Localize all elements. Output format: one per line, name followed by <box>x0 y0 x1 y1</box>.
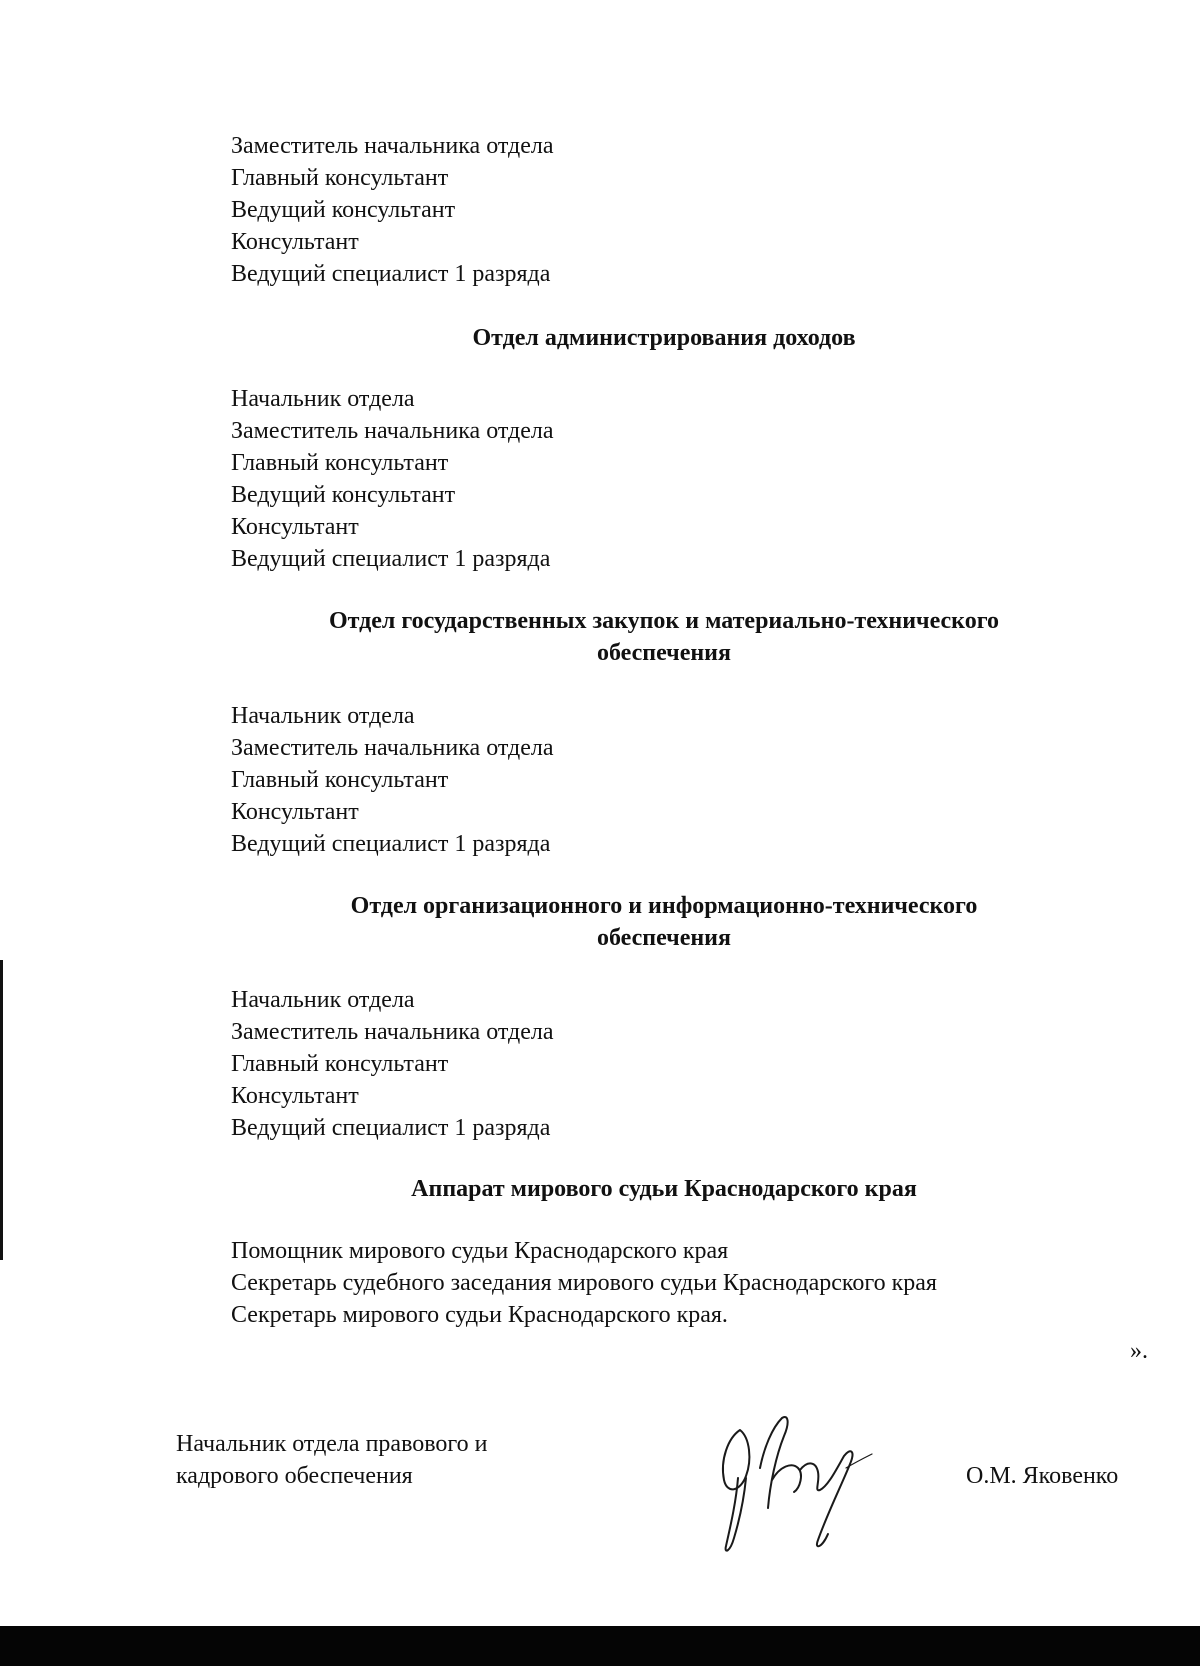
scan-margin-mark <box>0 960 3 1260</box>
position-line: Ведущий специалист 1 разряда <box>231 546 551 572</box>
position-line: Помощник мирового судьи Краснодарского края <box>231 1238 729 1264</box>
position-line: Главный консультант <box>231 767 449 793</box>
section-heading-continuation: обеспечения <box>597 640 731 666</box>
position-line: Главный консультант <box>231 1051 449 1077</box>
handwritten-signature <box>700 1408 900 1558</box>
position-line: Ведущий консультант <box>231 197 456 223</box>
position-line: Начальник отдела <box>231 703 415 729</box>
position-line: Секретарь мирового судьи Краснодарского края. <box>231 1302 728 1328</box>
position-line: Начальник отдела <box>231 386 415 412</box>
section-heading: Отдел организационного и информационно-технического <box>350 893 978 919</box>
signer-title-line: Начальник отдела правового и <box>176 1431 488 1457</box>
position-line: Ведущий консультант <box>231 482 456 508</box>
position-line: Начальник отдела <box>231 987 415 1013</box>
position-line: Консультант <box>231 1083 359 1109</box>
position-line: Заместитель начальника отдела <box>231 1019 554 1045</box>
section-heading: Отдел администрирования доходов <box>472 325 856 351</box>
position-line: Ведущий специалист 1 разряда <box>231 1115 551 1141</box>
position-line: Главный консультант <box>231 450 449 476</box>
position-line: Консультант <box>231 229 359 255</box>
position-line: Ведущий специалист 1 разряда <box>231 261 551 287</box>
scan-bottom-border <box>0 1626 1200 1666</box>
position-line: Главный консультант <box>231 165 449 191</box>
closing-quote: ». <box>1130 1338 1148 1364</box>
signer-title-line: кадрового обеспечения <box>176 1463 413 1489</box>
section-heading: Аппарат мирового судьи Краснодарского края <box>411 1176 917 1202</box>
position-line: Ведущий специалист 1 разряда <box>231 831 551 857</box>
position-line: Консультант <box>231 514 359 540</box>
position-line: Секретарь судебного заседания мирового судьи Краснодарского края <box>231 1270 937 1296</box>
position-line: Заместитель начальника отдела <box>231 133 554 159</box>
section-heading-continuation: обеспечения <box>597 925 731 951</box>
position-line: Заместитель начальника отдела <box>231 735 554 761</box>
position-line: Консультант <box>231 799 359 825</box>
signer-name: О.М. Яковенко <box>966 1463 1119 1489</box>
section-heading: Отдел государственных закупок и материально-технического <box>328 608 999 634</box>
position-line: Заместитель начальника отдела <box>231 418 554 444</box>
